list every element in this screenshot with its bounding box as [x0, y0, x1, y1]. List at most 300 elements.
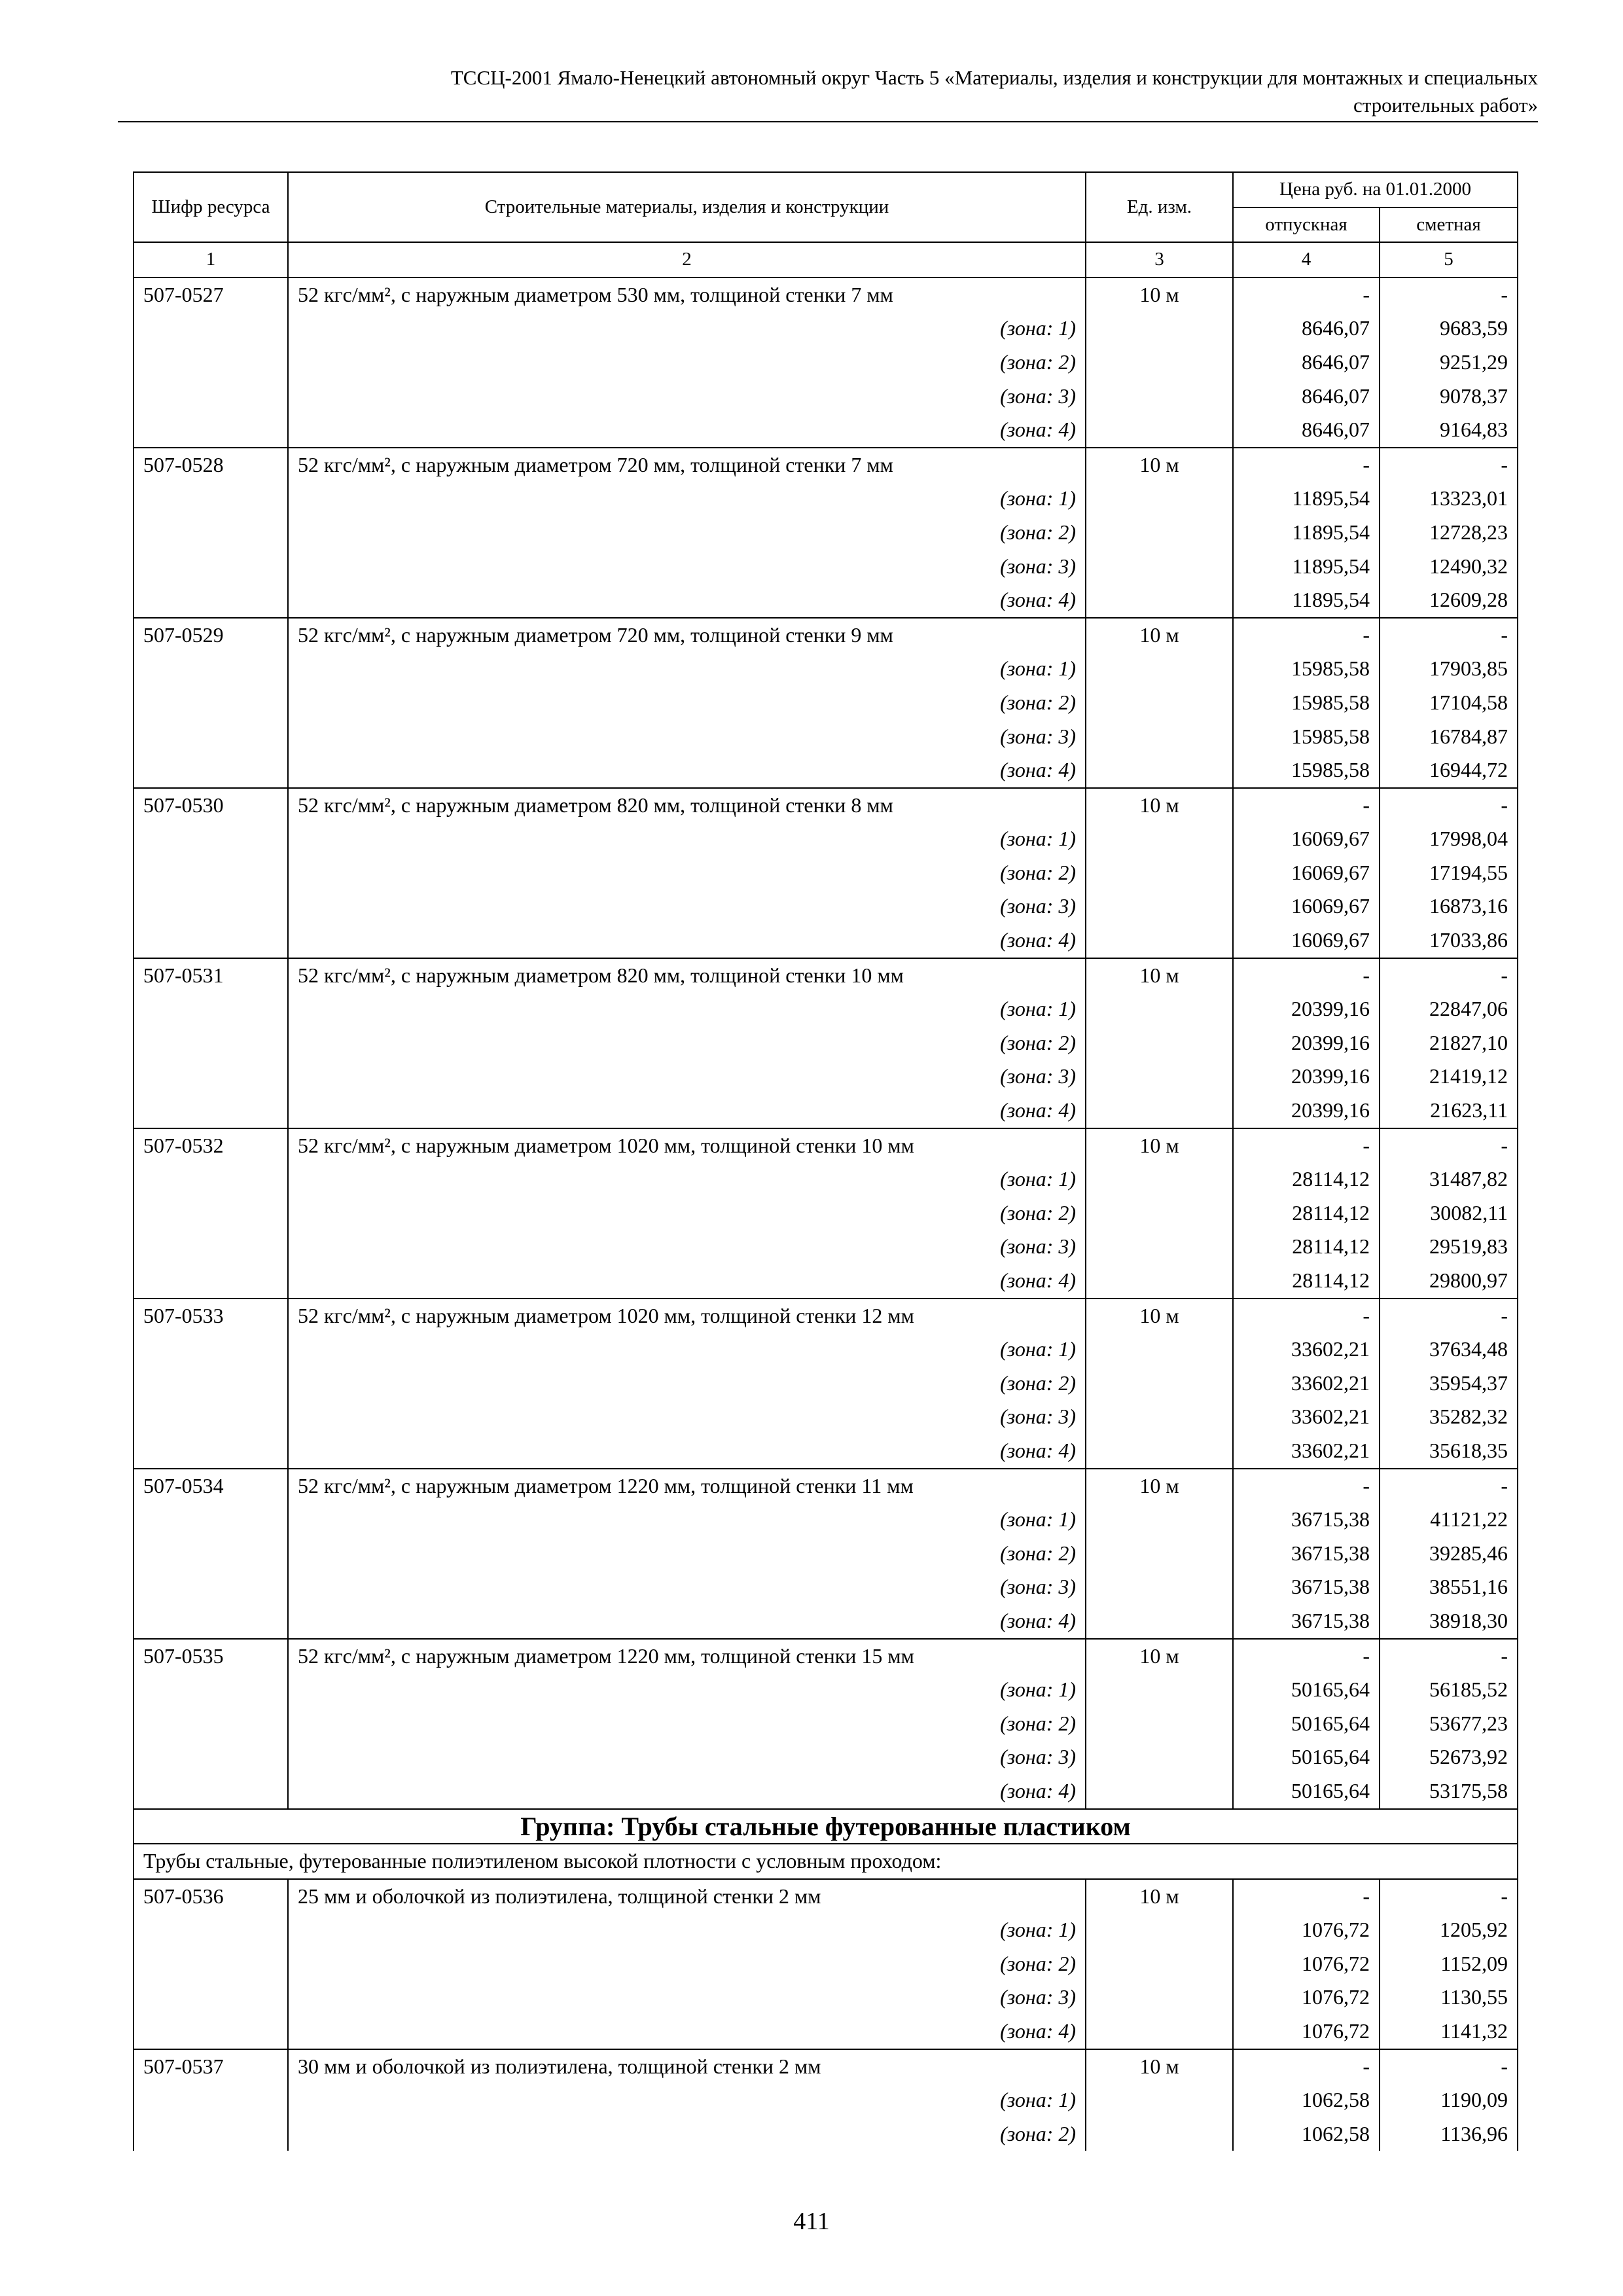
unit-of-measure: 10 м: [1086, 788, 1233, 823]
table-row-zone: [134, 2117, 1518, 2151]
resource-code: 507-0534: [134, 1469, 288, 1503]
unit-empty: [1086, 2083, 1233, 2117]
unit-of-measure: 10 м: [1086, 1639, 1233, 1674]
price-release: 15985,58: [1233, 753, 1380, 788]
zone-label: (зона: 4): [288, 1094, 1086, 1128]
price-estimate: 1190,09: [1380, 2083, 1518, 2117]
unit-empty: [1086, 1947, 1233, 1981]
table-row-zone: [134, 652, 1518, 686]
resource-code-empty: [134, 1060, 288, 1094]
resource-code-empty: [134, 1913, 288, 1947]
resource-code-empty: [134, 1230, 288, 1264]
zone-label: (зона: 2): [288, 1707, 1086, 1741]
resource-code-empty: [134, 856, 288, 890]
zone-label: (зона: 4): [288, 583, 1086, 618]
table-row-item: [134, 958, 1518, 993]
price-estimate: -: [1380, 448, 1518, 482]
price-release: 20399,16: [1233, 1060, 1380, 1094]
table-row-zone: [134, 1537, 1518, 1571]
table-row-zone: [134, 822, 1518, 856]
price-release: 16069,67: [1233, 856, 1380, 890]
resource-code-empty: [134, 1094, 288, 1128]
material-name: 52 кгс/мм², с наружным диаметром 1220 мм, толщиной стенки 11 мм: [288, 1469, 1086, 1503]
table-row-zone: [134, 1026, 1518, 1060]
price-release: 15985,58: [1233, 686, 1380, 720]
material-name: 52 кгс/мм², с наружным диаметром 720 мм, толщиной стенки 7 мм: [288, 448, 1086, 482]
table-row-zone: [134, 346, 1518, 380]
table-row-zone: [134, 2015, 1518, 2049]
price-estimate: 9078,37: [1380, 380, 1518, 414]
zone-label: (зона: 3): [288, 1400, 1086, 1434]
unit-of-measure: 10 м: [1086, 278, 1233, 312]
table-row-zone: [134, 1913, 1518, 1947]
price-release: -: [1233, 618, 1380, 653]
unit-empty: [1086, 516, 1233, 550]
resource-code: 507-0536: [134, 1879, 288, 1914]
table-row-item: [134, 278, 1518, 312]
table-row-zone: [134, 889, 1518, 924]
zone-label: (зона: 3): [288, 1981, 1086, 2015]
resource-code-empty: [134, 346, 288, 380]
zone-label: (зона: 4): [288, 1604, 1086, 1639]
table-row-zone: [134, 753, 1518, 788]
price-release: -: [1233, 2049, 1380, 2084]
price-release: 15985,58: [1233, 720, 1380, 754]
resource-code-empty: [134, 482, 288, 516]
col-number: 2: [288, 242, 1086, 278]
table-row-group: [134, 1809, 1518, 1844]
price-table: [133, 171, 1518, 2151]
unit-empty: [1086, 1162, 1233, 1196]
price-estimate: 9164,83: [1380, 413, 1518, 448]
price-release: 11895,54: [1233, 550, 1380, 584]
table-row-zone: [134, 1570, 1518, 1604]
resource-code-empty: [134, 822, 288, 856]
price-release: 50165,64: [1233, 1707, 1380, 1741]
price-release: 16069,67: [1233, 924, 1380, 958]
unit-empty: [1086, 1094, 1233, 1128]
price-estimate: 1205,92: [1380, 1913, 1518, 1947]
resource-code-empty: [134, 1503, 288, 1537]
zone-label: (зона: 3): [288, 1740, 1086, 1774]
table-row-zone: [134, 924, 1518, 958]
zone-label: (зона: 4): [288, 1774, 1086, 1809]
price-release: -: [1233, 1299, 1380, 1333]
col-number: 3: [1086, 242, 1233, 278]
zone-label: (зона: 1): [288, 822, 1086, 856]
price-release: 28114,12: [1233, 1264, 1380, 1299]
price-release: 36715,38: [1233, 1503, 1380, 1537]
resource-code: 507-0528: [134, 448, 288, 482]
table-row-zone: [134, 1196, 1518, 1230]
table-row-zone: [134, 1264, 1518, 1299]
price-estimate: 1136,96: [1380, 2117, 1518, 2151]
price-release: 8646,07: [1233, 312, 1380, 346]
unit-empty: [1086, 822, 1233, 856]
unit-empty: [1086, 686, 1233, 720]
price-release: 28114,12: [1233, 1162, 1380, 1196]
zone-label: (зона: 4): [288, 753, 1086, 788]
price-release: 11895,54: [1233, 516, 1380, 550]
table-row-zone: [134, 516, 1518, 550]
price-estimate: 1130,55: [1380, 1981, 1518, 2015]
price-release: 8646,07: [1233, 380, 1380, 414]
table-row-zone: [134, 312, 1518, 346]
unit-empty: [1086, 720, 1233, 754]
resource-code-empty: [134, 2015, 288, 2049]
price-estimate: 52673,92: [1380, 1740, 1518, 1774]
resource-code-empty: [134, 2083, 288, 2117]
unit-of-measure: 10 м: [1086, 618, 1233, 653]
price-release: 20399,16: [1233, 992, 1380, 1026]
zone-label: (зона: 3): [288, 380, 1086, 414]
resource-code-empty: [134, 1570, 288, 1604]
zone-label: (зона: 4): [288, 2015, 1086, 2049]
resource-code-empty: [134, 1264, 288, 1299]
unit-of-measure: 10 м: [1086, 1879, 1233, 1914]
zone-label: (зона: 1): [288, 1333, 1086, 1367]
price-release: -: [1233, 1639, 1380, 1674]
zone-label: (зона: 2): [288, 1367, 1086, 1401]
unit-empty: [1086, 1333, 1233, 1367]
header-rule: [118, 121, 1538, 122]
price-estimate: 35954,37: [1380, 1367, 1518, 1401]
table-row-zone: [134, 1981, 1518, 2015]
resource-code-empty: [134, 2117, 288, 2151]
price-release: -: [1233, 1879, 1380, 1914]
unit-of-measure: 10 м: [1086, 2049, 1233, 2084]
table-row-zone: [134, 550, 1518, 584]
resource-code-empty: [134, 753, 288, 788]
table-header-row-1: [134, 172, 1518, 207]
price-release: 28114,12: [1233, 1196, 1380, 1230]
zone-label: (зона: 1): [288, 1673, 1086, 1707]
resource-code-empty: [134, 413, 288, 448]
resource-code-empty: [134, 992, 288, 1026]
resource-code-empty: [134, 1740, 288, 1774]
price-estimate: 37634,48: [1380, 1333, 1518, 1367]
unit-empty: [1086, 1913, 1233, 1947]
price-estimate: 21827,10: [1380, 1026, 1518, 1060]
price-estimate: 29800,97: [1380, 1264, 1518, 1299]
resource-code-empty: [134, 889, 288, 924]
price-estimate: 1152,09: [1380, 1947, 1518, 1981]
table-row-subgroup: [134, 1844, 1518, 1879]
table-row-zone: [134, 1740, 1518, 1774]
resource-code-empty: [134, 1981, 288, 2015]
price-release: -: [1233, 1128, 1380, 1163]
material-name: 25 мм и оболочкой из полиэтилена, толщиной стенки 2 мм: [288, 1879, 1086, 1914]
resource-code-empty: [134, 1196, 288, 1230]
table-row-zone: [134, 1503, 1518, 1537]
unit-empty: [1086, 1707, 1233, 1741]
subgroup-heading: Трубы стальные, футерованные полиэтиленом высокой плотности с условным проходом:: [134, 1844, 1518, 1879]
running-header-line-1: ТССЦ-2001 Ямало-Ненецкий автономный округ Часть 5 «Материалы, изделия и конструкции для монтажных и специальных: [450, 66, 1538, 89]
zone-label: (зона: 1): [288, 1913, 1086, 1947]
unit-of-measure: 10 м: [1086, 958, 1233, 993]
price-estimate: -: [1380, 618, 1518, 653]
resource-code: 507-0529: [134, 618, 288, 653]
table-row-zone: [134, 720, 1518, 754]
resource-code-empty: [134, 720, 288, 754]
unit-empty: [1086, 1570, 1233, 1604]
price-estimate: -: [1380, 1639, 1518, 1674]
price-release: 50165,64: [1233, 1774, 1380, 1809]
zone-label: (зона: 3): [288, 1570, 1086, 1604]
price-estimate: 13323,01: [1380, 482, 1518, 516]
price-estimate: 21419,12: [1380, 1060, 1518, 1094]
col-header-price-estimate: сметная: [1380, 207, 1518, 243]
table-row-zone: [134, 1094, 1518, 1128]
price-release: 1076,72: [1233, 1947, 1380, 1981]
col-header-code: Шифр ресурса: [134, 172, 288, 242]
resource-code-empty: [134, 1333, 288, 1367]
resource-code: 507-0531: [134, 958, 288, 993]
unit-empty: [1086, 413, 1233, 448]
unit-empty: [1086, 753, 1233, 788]
resource-code-empty: [134, 1537, 288, 1571]
table-row-zone: [134, 583, 1518, 618]
zone-label: (зона: 2): [288, 346, 1086, 380]
zone-label: (зона: 4): [288, 1264, 1086, 1299]
price-estimate: 31487,82: [1380, 1162, 1518, 1196]
price-estimate: -: [1380, 958, 1518, 993]
page-number: 411: [793, 2208, 830, 2235]
price-estimate: -: [1380, 1469, 1518, 1503]
zone-label: (зона: 3): [288, 1230, 1086, 1264]
table-row-zone: [134, 1947, 1518, 1981]
price-estimate: 53175,58: [1380, 1774, 1518, 1809]
price-release: 1076,72: [1233, 1913, 1380, 1947]
price-release: -: [1233, 278, 1380, 312]
unit-empty: [1086, 889, 1233, 924]
price-estimate: 35282,32: [1380, 1400, 1518, 1434]
price-release: 1062,58: [1233, 2117, 1380, 2151]
resource-code: 507-0530: [134, 788, 288, 823]
col-number: 5: [1380, 242, 1518, 278]
price-estimate: 38551,16: [1380, 1570, 1518, 1604]
price-release: 1076,72: [1233, 2015, 1380, 2049]
unit-empty: [1086, 1196, 1233, 1230]
price-estimate: 21623,11: [1380, 1094, 1518, 1128]
col-header-name: Строительные материалы, изделия и конструкции: [288, 172, 1086, 242]
zone-label: (зона: 1): [288, 2083, 1086, 2117]
zone-label: (зона: 1): [288, 992, 1086, 1026]
unit-empty: [1086, 1673, 1233, 1707]
zone-label: (зона: 1): [288, 482, 1086, 516]
resource-code-empty: [134, 1434, 288, 1469]
price-release: -: [1233, 788, 1380, 823]
unit-empty: [1086, 1604, 1233, 1639]
price-estimate: 1141,32: [1380, 2015, 1518, 2049]
price-estimate: -: [1380, 2049, 1518, 2084]
table-row-zone: [134, 1400, 1518, 1434]
resource-code-empty: [134, 1026, 288, 1060]
table-row-zone: [134, 1434, 1518, 1469]
material-name: 52 кгс/мм², с наружным диаметром 1020 мм, толщиной стенки 10 мм: [288, 1128, 1086, 1163]
zone-label: (зона: 1): [288, 1503, 1086, 1537]
unit-empty: [1086, 583, 1233, 618]
zone-label: (зона: 1): [288, 312, 1086, 346]
price-estimate: 17194,55: [1380, 856, 1518, 890]
col-header-price-release: отпускная: [1233, 207, 1380, 243]
table-row-item: [134, 1879, 1518, 1914]
table-row-item: [134, 1469, 1518, 1503]
unit-empty: [1086, 1230, 1233, 1264]
price-release: 11895,54: [1233, 583, 1380, 618]
unit-empty: [1086, 1264, 1233, 1299]
price-release: 16069,67: [1233, 889, 1380, 924]
table-row-item: [134, 2049, 1518, 2084]
price-estimate: 17033,86: [1380, 924, 1518, 958]
zone-label: (зона: 2): [288, 1947, 1086, 1981]
table-row-item: [134, 788, 1518, 823]
zone-label: (зона: 4): [288, 1434, 1086, 1469]
col-header-price-group: Цена руб. на 01.01.2000: [1233, 172, 1518, 207]
table-row-zone: [134, 1333, 1518, 1367]
price-release: 36715,38: [1233, 1604, 1380, 1639]
price-release: 11895,54: [1233, 482, 1380, 516]
price-estimate: 12609,28: [1380, 583, 1518, 618]
unit-empty: [1086, 346, 1233, 380]
unit-empty: [1086, 856, 1233, 890]
resource-code-empty: [134, 312, 288, 346]
price-release: 20399,16: [1233, 1026, 1380, 1060]
zone-label: (зона: 2): [288, 2117, 1086, 2151]
price-estimate: 16873,16: [1380, 889, 1518, 924]
zone-label: (зона: 2): [288, 1026, 1086, 1060]
col-number: 1: [134, 242, 288, 278]
price-release: 33602,21: [1233, 1434, 1380, 1469]
resource-code-empty: [134, 1367, 288, 1401]
price-estimate: 29519,83: [1380, 1230, 1518, 1264]
unit-empty: [1086, 1060, 1233, 1094]
zone-label: (зона: 1): [288, 1162, 1086, 1196]
resource-code-empty: [134, 516, 288, 550]
resource-code-empty: [134, 1604, 288, 1639]
price-release: 20399,16: [1233, 1094, 1380, 1128]
price-estimate: 53677,23: [1380, 1707, 1518, 1741]
zone-label: (зона: 3): [288, 720, 1086, 754]
price-estimate: 39285,46: [1380, 1537, 1518, 1571]
price-release: -: [1233, 448, 1380, 482]
price-release: 1062,58: [1233, 2083, 1380, 2117]
price-estimate: 12728,23: [1380, 516, 1518, 550]
unit-empty: [1086, 2117, 1233, 2151]
price-release: 15985,58: [1233, 652, 1380, 686]
price-estimate: -: [1380, 788, 1518, 823]
price-estimate: 35618,35: [1380, 1434, 1518, 1469]
unit-empty: [1086, 1367, 1233, 1401]
unit-empty: [1086, 312, 1233, 346]
resource-code-empty: [134, 550, 288, 584]
table-row-zone: [134, 1673, 1518, 1707]
zone-label: (зона: 3): [288, 550, 1086, 584]
price-release: 36715,38: [1233, 1570, 1380, 1604]
zone-label: (зона: 4): [288, 924, 1086, 958]
resource-code: 507-0532: [134, 1128, 288, 1163]
column-number-row: [134, 242, 1518, 278]
resource-code-empty: [134, 924, 288, 958]
price-estimate: 30082,11: [1380, 1196, 1518, 1230]
resource-code-empty: [134, 1774, 288, 1809]
table-row-zone: [134, 856, 1518, 890]
unit-empty: [1086, 1774, 1233, 1809]
zone-label: (зона: 3): [288, 889, 1086, 924]
price-release: 33602,21: [1233, 1400, 1380, 1434]
table-row-zone: [134, 413, 1518, 448]
resource-code: 507-0527: [134, 278, 288, 312]
price-release: 50165,64: [1233, 1740, 1380, 1774]
material-name: 52 кгс/мм², с наружным диаметром 530 мм, толщиной стенки 7 мм: [288, 278, 1086, 312]
material-name: 52 кгс/мм², с наружным диаметром 1020 мм, толщиной стенки 12 мм: [288, 1299, 1086, 1333]
price-estimate: 38918,30: [1380, 1604, 1518, 1639]
price-release: -: [1233, 958, 1380, 993]
price-estimate: 9251,29: [1380, 346, 1518, 380]
price-release: 28114,12: [1233, 1230, 1380, 1264]
unit-empty: [1086, 1026, 1233, 1060]
price-release: 33602,21: [1233, 1367, 1380, 1401]
price-estimate: 41121,22: [1380, 1503, 1518, 1537]
price-estimate: 17104,58: [1380, 686, 1518, 720]
resource-code-empty: [134, 1707, 288, 1741]
resource-code: 507-0535: [134, 1639, 288, 1674]
unit-empty: [1086, 1537, 1233, 1571]
col-header-unit: Ед. изм.: [1086, 172, 1233, 242]
unit-of-measure: 10 м: [1086, 1469, 1233, 1503]
table-row-item: [134, 1128, 1518, 1163]
zone-label: (зона: 1): [288, 652, 1086, 686]
price-release: 36715,38: [1233, 1537, 1380, 1571]
resource-code-empty: [134, 1947, 288, 1981]
unit-of-measure: 10 м: [1086, 448, 1233, 482]
unit-of-measure: 10 м: [1086, 1299, 1233, 1333]
zone-label: (зона: 2): [288, 686, 1086, 720]
resource-code-empty: [134, 380, 288, 414]
zone-label: (зона: 3): [288, 1060, 1086, 1094]
table-row-zone: [134, 1774, 1518, 1809]
table-row-zone: [134, 1060, 1518, 1094]
unit-empty: [1086, 1981, 1233, 2015]
price-estimate: 56185,52: [1380, 1673, 1518, 1707]
running-header-line-2: строительных работ»: [1353, 94, 1538, 117]
price-release: 8646,07: [1233, 346, 1380, 380]
running-header: [118, 64, 1538, 119]
price-release: 50165,64: [1233, 1673, 1380, 1707]
table-row-item: [134, 1299, 1518, 1333]
price-estimate: 16944,72: [1380, 753, 1518, 788]
price-estimate: -: [1380, 278, 1518, 312]
unit-empty: [1086, 1740, 1233, 1774]
unit-of-measure: 10 м: [1086, 1128, 1233, 1163]
table-row-zone: [134, 482, 1518, 516]
unit-empty: [1086, 1503, 1233, 1537]
resource-code: 507-0537: [134, 2049, 288, 2084]
resource-code-empty: [134, 686, 288, 720]
price-release: 1076,72: [1233, 1981, 1380, 2015]
unit-empty: [1086, 482, 1233, 516]
unit-empty: [1086, 992, 1233, 1026]
table-row-zone: [134, 1707, 1518, 1741]
col-number: 4: [1233, 242, 1380, 278]
price-release: -: [1233, 1469, 1380, 1503]
resource-code-empty: [134, 583, 288, 618]
price-estimate: 17998,04: [1380, 822, 1518, 856]
resource-code-empty: [134, 1400, 288, 1434]
price-estimate: -: [1380, 1128, 1518, 1163]
zone-label: (зона: 2): [288, 1196, 1086, 1230]
zone-label: (зона: 4): [288, 413, 1086, 448]
